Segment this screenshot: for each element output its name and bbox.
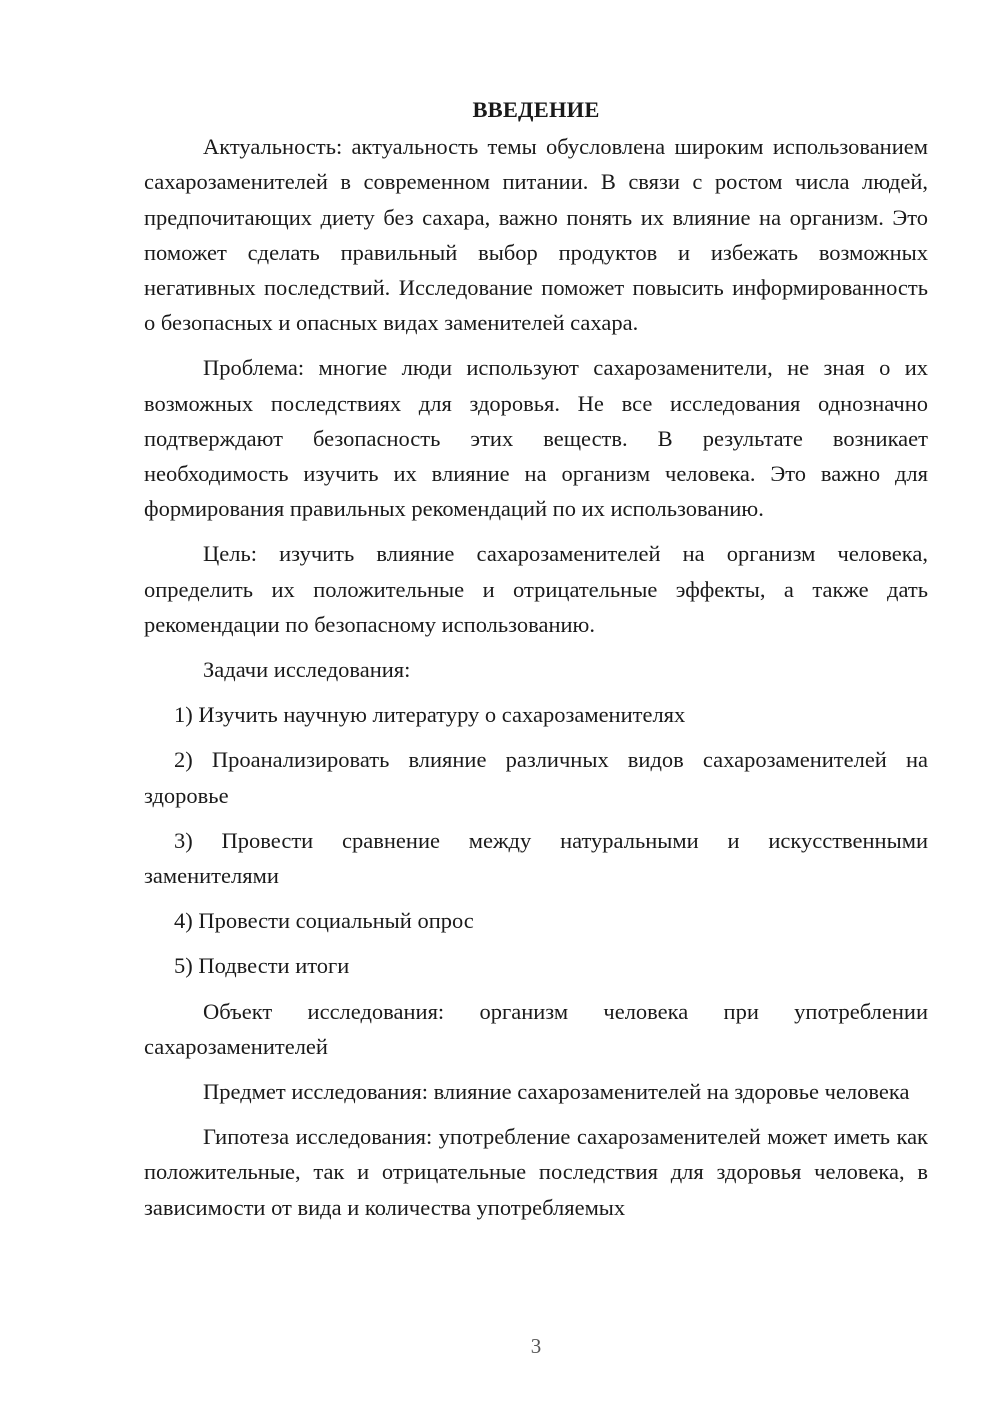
page-number: 3 [530,1334,542,1358]
task-item: 4) Провести социальный опрос [174,908,474,934]
subject-paragraph: Предмет исследования: влияние сахарозаменителей на здоровье человека [203,1079,910,1105]
problem-paragraph: Проблема: многие люди используют сахарозаменители, не зная о их возможных последствиях для здоровья. Не все исследования однозначно подтверждают безопасность этих веществ. В результате возникает необходимость изучить их влияние на организм человека. Это важно для формирования правильных рекомендаций по их использованию. [144,355,928,522]
page-content [144,92,928,1225]
tasks-intro: Задачи исследования: [203,657,411,683]
task-item: 2) Проанализировать влияние различных видов сахарозаменителей на здоровье [144,747,928,808]
relevance-paragraph: Актуальность: актуальность темы обусловлена широким использованием сахарозаменителей в современном питании. В связи с ростом числа людей, предпочитающих диету без сахара, важно понять их влияние на организм. Это поможет сделать правильный выбор продуктов и избежать возможных негативных последствий. Исследование поможет повысить информированность о безопасных и опасных видах заменителей сахара. [144,134,928,336]
object-paragraph: Объект исследования: организм человека при употреблении сахарозаменителей [144,998,928,1059]
task-item: 3) Провести сравнение между натуральными и искусственными заменителями [144,827,928,889]
task-item: 1) Изучить научную литературу о сахарозаменителях [174,702,686,728]
task-item: 5) Подвести итоги [174,953,350,979]
goal-paragraph: Цель: изучить влияние сахарозаменителей на организм человека, определить их положительные и отрицательные эффекты, а также дать рекомендации по безопасному использованию. [144,541,928,637]
section-heading: ВВЕДЕНИЕ [472,97,600,122]
hypothesis-paragraph: Гипотеза исследования: употребление сахарозаменителей может иметь как положительные, так и отрицательные последствия для здоровья человека, в зависимости от вида и количества употребляемых [144,1124,928,1220]
